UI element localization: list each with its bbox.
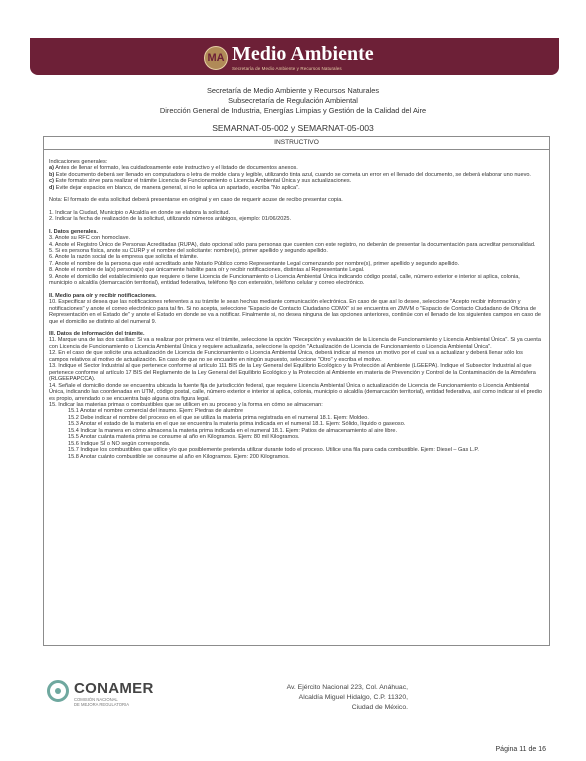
general-a: a) Antes de llenar el formato, lea cuidadosamente este instructivo y el listado de documentos anexos. [49,165,298,172]
item-15: 15. Indicar las materias primas o combustibles que se utilicen en su proceso y la forma en cómo se almacenan: [49,401,323,408]
item-15-8: 15.8 Anotar cuánto combustible se consume al año en Kilogramos. Ejem: 200 Kilogramos. [68,453,290,460]
item-8: 8. Anote el nombre de la(s) persona(s) que únicamente habilite para oír y recibir notificaciones, distintas al Representante Legal. [49,267,365,274]
item-10: 10. Especificar si desea que las notificaciones referentes a su trámite le sean hechas mediante comunicación electrónica. En caso de que así lo desee, seleccione "Acepto recibir información y notificaciones" y anote el correo electrónico para tal fin. Si no acepta, seleccione "Espacio de Contacto Ciudadano CDMX" si se encuentra en ZMVM o "Espacio de Contacto Ciudadano de Oficina de Representación en el Estado de" y anote el Estado en donde se va a notificar. Finalmente si, no desea ninguna de las opciones anteriores, continúe con el llenado de los siguientes campos en caso de que el domicilio se distinto al del numeral 9. [49,299,541,325]
item-4: 4. Anote el Registro Único de Personas Acreditadas (RUPA), dato opcional sólo para personas que cuenten con este registro, no deberán de presentar la documentación para acreditar personalidad. [49,241,536,248]
section-1-title: I. Datos generales. [49,228,99,235]
item-6: 6. Anote la razón social de la empresa que solicita el trámite. [49,254,199,261]
form-id: SEMARNAT-05-002 y SEMARNAT-05-003 [212,123,374,133]
general-heading: Indicaciones generales: [49,159,108,165]
general-d: d) Evite dejar espacios en blanco, de manera general, si no le aplica un apartado, escriba "No aplica". [49,184,300,191]
header-line-3: Dirección General de Industria, Energías Limpias y Gestión de la Calidad del Aire [159,106,427,115]
general-b: b) Este documento deberá ser llenado en computadora o letra de molde clara y legible, utilizando tinta azul, cuando se cometa un error en el llenado del documento, se deberá elaborar uno nuevo. [49,171,531,178]
semarnat-emblem-icon [204,46,228,70]
item-5: 5. Si es persona física, anote su CURP y el nombre del solicitante: nombre(s), primer apellido y segundo apellido. [49,247,328,254]
item-15-4: 15.4 Indicar la manera en cómo almacena la materia prima indicada en el numeral 18.1. Ejem: Patios de almacenamiento al aire libre. [68,427,397,434]
item-1: 1. Indicar la Ciudad, Municipio o Alcaldía en donde se elabora la solicitud. [49,209,231,216]
conamer-wordmark: CONAMER [74,680,154,697]
section-2-title: II. Medio para oír y recibir notificaciones. [49,292,157,299]
item-9: 9. Anote el domicilio del establecimiento que requiere o tiene Licencia de Funcionamiento o Licencia Ambiental Única indicando código postal, calle, número exterior e interior si aplica, colonia, municipio o alcaldía (demarcación territorial), entidad federativa, teléfono fijo con extensión, teléfono celular y correo electrónico. [49,273,520,287]
brand-subtitle: Secretaría de Medio Ambiente y Recursos Naturales [232,66,342,71]
emblem-letters: MA [207,52,225,64]
footer-address [287,683,408,713]
conamer-logo-icon [47,680,69,702]
item-15-6: 15.6 Indique SÍ o NO según corresponda. [68,440,171,447]
instructions-panel [43,136,550,646]
general-note: Nota: El formato de esta solicitud deberá presentarse en original y en caso de requerir acuse de recibo presentar copia. [49,197,343,204]
item-3: 3. Anote su RFC con homoclave. [49,235,131,242]
item-15-3: 15.3 Anotar el estado de la materia en el que se encuentra la materia prima indicada en el numeral 18.1. Ejem: Sólido, líquido o gaseoso. [68,421,406,428]
item-15-5: 15.5 Anotar cuánta materia prima se consume al año en Kilogramos. Ejem: 80 mil Kilogramos. [68,434,300,441]
address-line-3: Ciudad de México. [351,704,408,711]
brand-title: Medio Ambiente [232,43,374,65]
item-12: 12. En el caso de que solicite una actualización de Licencia de Funcionamiento o Licencia Ambiental Única, deberá indicar al menos un motivo por el cual va a actualizar y deberá llenar sólo los campos relativos al motivo de actualización. En caso de que no se encuadre en ningún supuesto, seleccione "Otro" y escriba el motivo. [49,350,523,363]
page-number: Página 11 de 16 [495,746,546,753]
address-line-1: Av. Ejército Nacional 223, Col. Anáhuac, [286,684,408,691]
item-15-2: 15.2 Debe indicar el nombre del proceso en el que se utiliza la materia prima registrada en el numeral 18.1. Ejem: Moldeo. [68,414,369,421]
item-7: 7. Anote el nombre de la persona que esté acreditado ante Notario Público como Representante Legal comenzando por nombre(s), primer apellido y segundo apellido. [49,260,460,267]
item-13: 13. Indique el Sector Industrial al que pertenece conforme al artículo 111 BIS de la Ley General del Equilibrio Ecológico y la Protección al Ambiente (LGEEPA). Indique el Subsector Industrial al que pertenece conforme al artículo 17 BIS del Reglamento de la Ley General del Equilibrio Ecológico y la Protección al Ambiente en materia de Prevención y Control de la Contaminación de la Atmósfera (RLGEEPAPCCA). [49,363,536,383]
address-line-2: Alcaldía Miguel Hidalgo, C.P. 11320, [298,694,408,701]
general-c: c) Este formato sirve para realizar el trámite Licencia de Funcionamiento o Licencia Ambiental Única y sus actualizaciones. [49,178,352,185]
header-line-1: Secretaría de Medio Ambiente y Recursos Naturales [206,86,380,95]
section-3-title: III. Datos de información del trámite. [49,330,145,337]
conamer-subtitle: COMISIÓN NACIONAL DE MEJORA REGULATORIA [74,697,129,707]
item-2: 2. Indicar la fecha de realización de la solicitud, utilizando números arábigos, ejemplo: 01/06/2025. [49,216,292,223]
item-15-7: 15.7 Indique los combustibles que utilice y/o que posiblemente pretenda utilizar durante todo el proceso. Utilice una fila para cada combustible. Ejem: Diesel – Gas L.P. [68,447,479,454]
instructions-body [44,150,549,460]
panel-title: INSTRUCTIVO [44,137,549,150]
item-14: 14. Señale el domicilio donde se encuentra ubicada la fuente fija de jurisdicción federal, que requiere Licencia Ambiental Única o actualización de Licencia de Funcionamiento o Licencia Ambiental Única, indicando las coordenadas en UTM, código postal, calle, número exterior e interior si aplica, colonia, municipio o alcaldía (demarcación territorial), entidad federativa, así como indicar si el predio es propio, arrendado o se encuentra bajo alguna otra figura legal. [49,382,542,402]
item-15-1: 15.1 Anotar el nombre comercial del insumo. Ejem: Piedras de alumbre [68,408,244,415]
header-line-2: Subsecretaría de Regulación Ambiental [228,96,358,105]
item-11: 11. Marque una de las dos casillas: Si va a realizar por primera vez el trámite, seleccione la opción "Recepción y evaluación de la Licencia de Funcionamiento y Licencia Ambiental Única". Si ya cuenta con Licencia de Funcionamiento o Licencia Ambiental Única y requiere actualizarla, seleccione la opción "Actualización de Licencia de Funcionamiento o Licencia Ambiental Única". [49,337,541,350]
